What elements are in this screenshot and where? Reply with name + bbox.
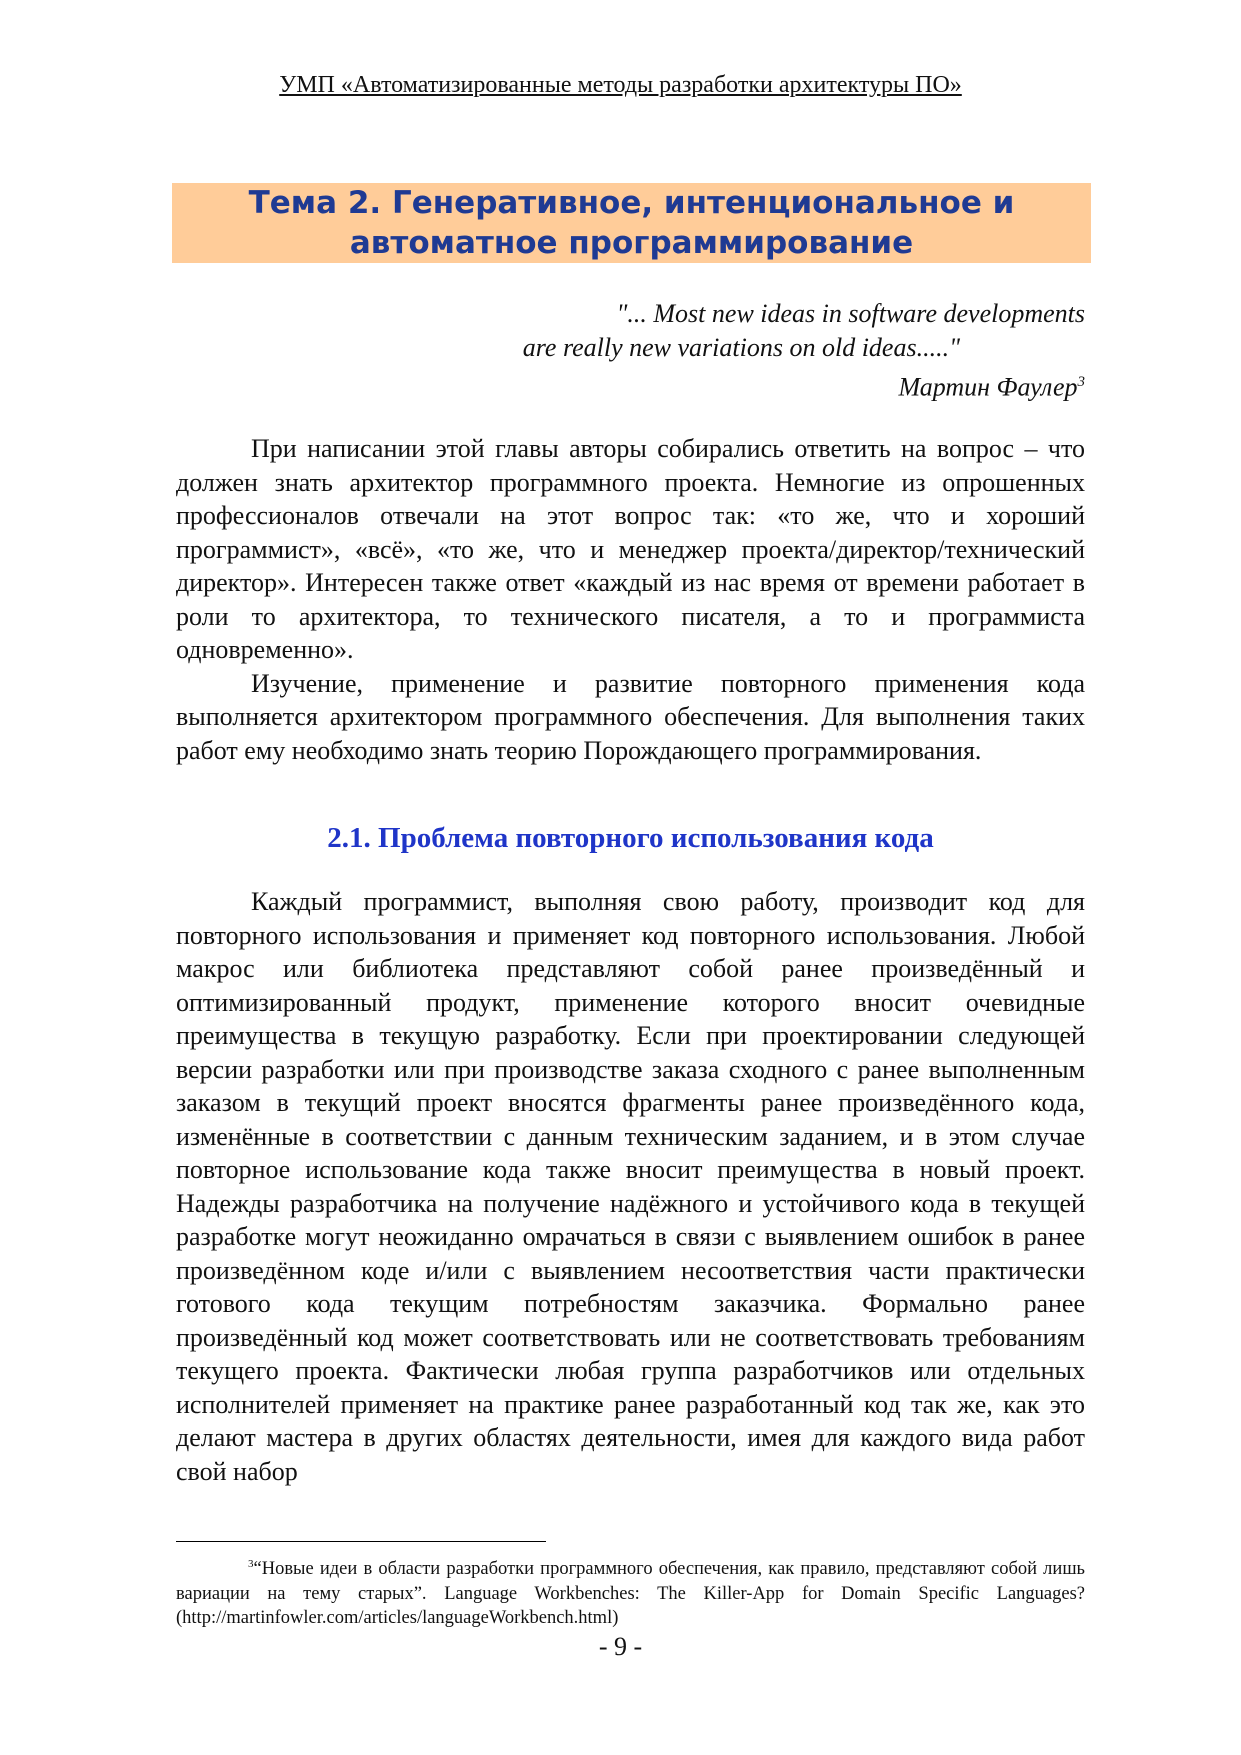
footnote-reference: 3 (1077, 374, 1085, 390)
footnote (176, 1552, 1085, 1631)
epigraph-author-line (385, 365, 1085, 405)
footnote-text: “Новые идеи в области разработки программного обеспечения, как правило, представляют собой лишь вариации на тему старых”. Language Workbenches: The Killer-App for Domain Specific Languages? (http://martinfowler.com/articles/languageWorkbench.html) (176, 1559, 1085, 1629)
section-heading: 2.1. Проблема повторного использования кода (327, 822, 934, 854)
section-text (176, 885, 1085, 1488)
epigraph-line2: are really new variations on old ideas....." (522, 333, 960, 362)
footnote-divider (176, 1541, 546, 1542)
epigraph-author: Мартин Фаулер (898, 372, 1078, 402)
section-paragraph-1: Каждый программист, выполняя свою работу, производит код для повторного использования и применяет код повторного использования. Любой макрос или библиотека представляют собой ранее произведённый и оптимизированный продукт, применение которого вносит очевидные преимущества в текущую разработку. Если при проектировании следующей версии разработки или при производстве заказа сходного с ранее выполненным заказом в текущий проект вносятся фрагменты ранее произведённого кода, изменённые в соответствии с данным техническим заданием, и в этом случае повторное использование кода также вносит преимущества в новый проект. Надежды разработчика на получение надёжного и устойчивого кода в текущей разработке могут неожиданно омрачаться в связи с выявлением ошибок в ранее произведённом коде и/или с выявлением несоответствия части практически готового кода текущим потребностям заказчика. Формально ранее произведённый код может соответствовать или не соответствовать требованиям текущего проекта. Фактически любая группа разработчиков или отдельных исполнителей применяет на практике ранее разработанный код так же, как это делают мастера в других областях деятельности, имея для каждого вида работ свой набор (176, 887, 1085, 1486)
epigraph (385, 297, 1085, 405)
epigraph-line1: "... Most new ideas in software developments (616, 299, 1085, 328)
chapter-title (172, 183, 1091, 263)
page-number: - 9 - (598, 1632, 643, 1661)
footnote-marker: 3 (248, 1558, 254, 1570)
running-header-text: УМП «Автоматизированные методы разработки архитектуры ПО» (279, 72, 962, 98)
chapter-title-line1: Тема 2. Генеративное, интенциональное и (248, 185, 1015, 221)
intro-paragraph-1: При написании этой главы авторы собирались ответить на вопрос – что должен знать архитектор программного проекта. Немногие из опрошенных профессионалов отвечали на этот вопрос так: «то же, что и хороший программист», «всё», «то же, что и менеджер проекта/директор/технический директор». Интересен также ответ «каждый из нас время от времени работает в роли то архитектора, то технического писателя, а то и программиста одновременно». (176, 434, 1085, 664)
running-header (0, 72, 1241, 99)
intro-text (176, 432, 1085, 767)
intro-paragraph-2: Изучение, применение и развитие повторного применения кода выполняется архитектором программного обеспечения. Для выполнения таких работ ему необходимо знать теорию Порождающего программирования. (176, 668, 1085, 765)
chapter-title-line2: автоматное программирование (349, 225, 914, 261)
